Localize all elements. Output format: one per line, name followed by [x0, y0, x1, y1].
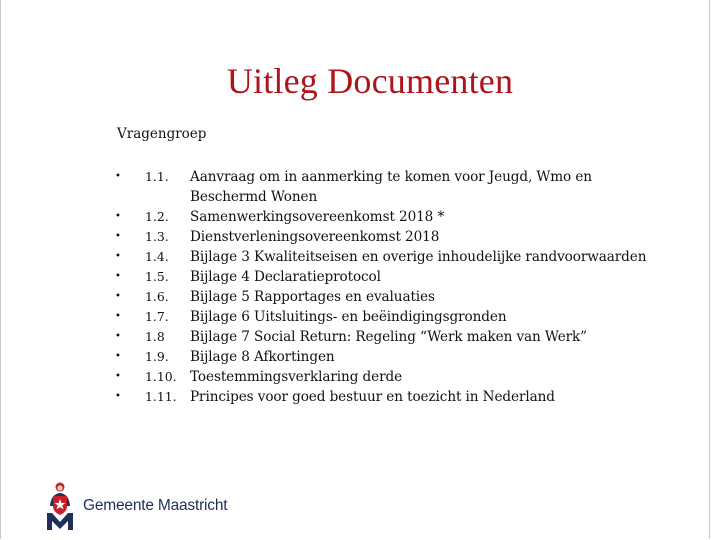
maastricht-coat-of-arms-icon: [45, 480, 75, 532]
item-text: Bijlage 6 Uitsluitings- en beëindigingsgronden: [190, 309, 507, 325]
bullet: •: [115, 271, 121, 282]
document-list: [115, 167, 655, 407]
bullet: •: [115, 371, 121, 382]
item-number: 1.4.: [145, 249, 169, 264]
item-number: 1.7.: [145, 309, 169, 324]
list-item: [115, 207, 655, 227]
item-text: Bijlage 7 Social Return: Regeling “Werk maken van Werk”: [190, 329, 588, 345]
slide-subtitle: Vragengroep: [117, 126, 207, 142]
bullet: •: [115, 211, 121, 222]
bullet: •: [115, 171, 121, 182]
item-text: Dienstverleningsovereenkomst 2018: [190, 229, 440, 245]
item-text: Principes voor goed bestuur en toezicht in Nederland: [190, 389, 555, 405]
item-text: Aanvraag om in aanmerking te komen voor Jeugd, Wmo en Beschermd Wonen: [190, 169, 592, 205]
bullet: •: [115, 311, 121, 322]
item-number: 1.6.: [145, 289, 169, 304]
item-text: Bijlage 5 Rapportages en evaluaties: [190, 289, 435, 305]
item-number: 1.8: [145, 329, 165, 344]
list-item: [115, 287, 655, 307]
gemeente-maastricht-logo: [45, 480, 227, 532]
item-text: Bijlage 4 Declaratieprotocol: [190, 269, 381, 285]
item-text: Samenwerkingsovereenkomst 2018 *: [190, 209, 445, 225]
item-number: 1.10.: [145, 369, 177, 384]
list-item: [115, 327, 655, 347]
bullet: •: [115, 291, 121, 302]
list-item: [115, 267, 655, 287]
item-number: 1.3.: [145, 229, 169, 244]
list-item: [115, 247, 655, 267]
logo-text: Gemeente Maastricht: [83, 497, 228, 514]
slide-title: Uitleg Documenten: [226, 61, 514, 101]
item-number: 1.1.: [145, 169, 169, 184]
bullet: •: [115, 391, 121, 402]
bullet: •: [115, 351, 121, 362]
item-text: Bijlage 3 Kwaliteitseisen en overige inhoudelijke randvoorwaarden: [190, 249, 647, 265]
bullet: •: [115, 231, 121, 242]
item-text: Toestemmingsverklaring derde: [190, 369, 403, 385]
list-item: [115, 307, 655, 327]
bullet: •: [115, 331, 121, 342]
list-item: [115, 367, 655, 387]
item-number: 1.9.: [145, 349, 169, 364]
item-number: 1.2.: [145, 209, 169, 224]
item-text: Bijlage 8 Afkortingen: [190, 349, 335, 365]
list-item: [115, 347, 655, 367]
bullet: •: [115, 251, 121, 262]
item-number: 1.5.: [145, 269, 169, 284]
list-item: [115, 167, 655, 207]
list-item: [115, 227, 655, 247]
list-item: [115, 387, 655, 407]
item-number: 1.11.: [145, 389, 177, 404]
